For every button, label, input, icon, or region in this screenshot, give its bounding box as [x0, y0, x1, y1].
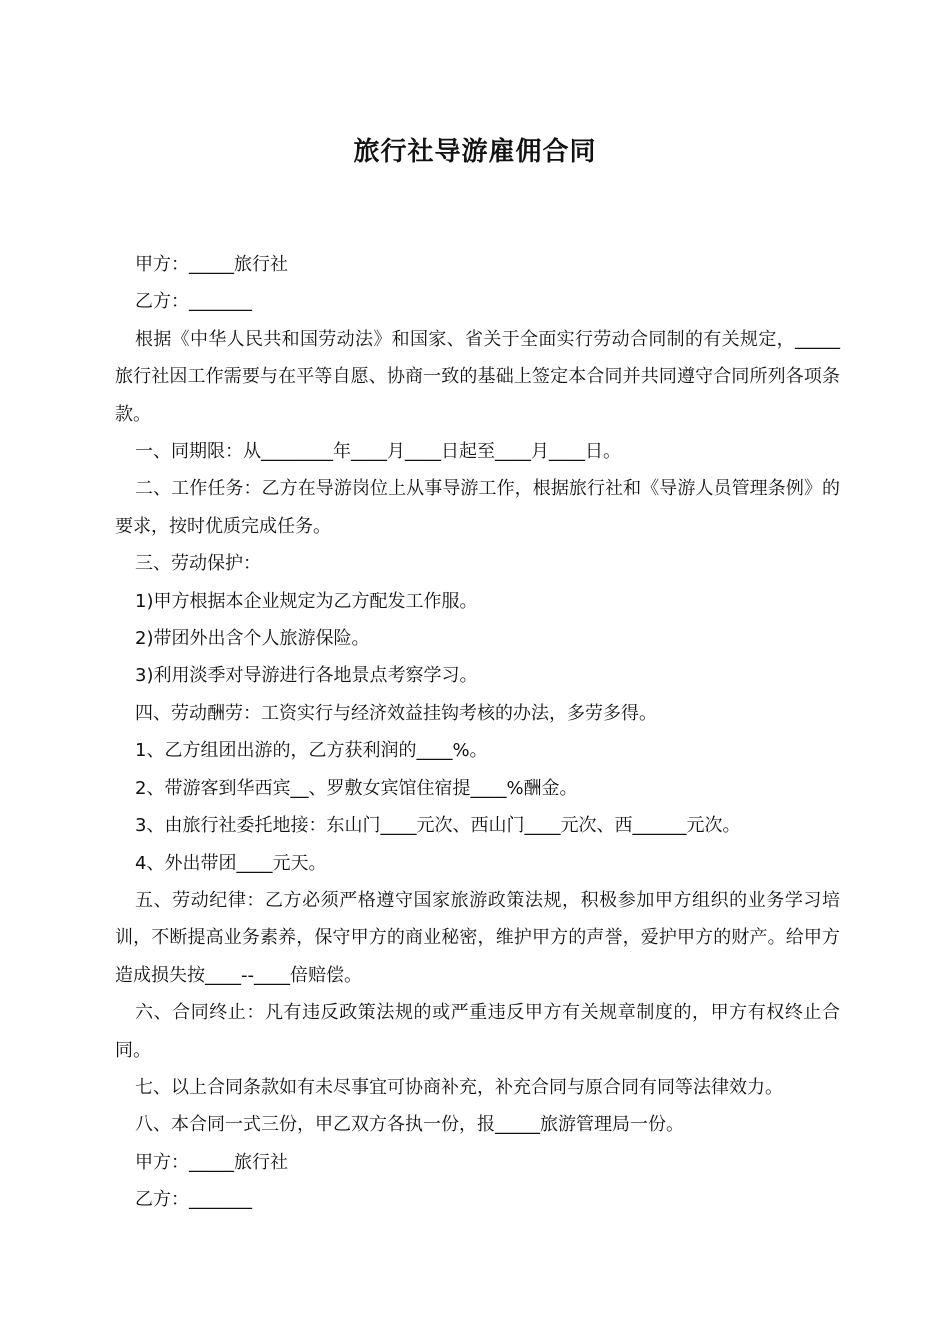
remuneration-item-2: 2、带游客到华西宾__、罗敷女宾馆住宿提____%酬金。 [135, 777, 578, 799]
signature-party-a: 甲方：_____旅行社 [135, 1151, 288, 1173]
protection-item-1: 1)甲方根据本企业规定为乙方配发工作服。 [135, 590, 478, 612]
party-b-line: 乙方：_______ [135, 291, 252, 313]
remuneration-item-3: 3、由旅行社委托地接：东山门____元次、西山门____元次、西______元次。 [135, 815, 741, 837]
protection-item-2: 2)带团外出含个人旅游保险。 [135, 628, 370, 650]
clause-copies: 八、本合同一式三份，甲乙双方各执一份，报_____旅游管理局一份。 [135, 1114, 684, 1136]
clause-supplement: 七、以上合同条款如有未尽事宜可协商补充，补充合同与原合同有同等法律效力。 [135, 1076, 783, 1098]
preamble-paragraph: 根据《中华人民共和国劳动法》和国家、省关于全面实行劳动合同制的有关规定，_____旅行社因工作需要与在平等自愿、协商一致的基础上签定本合同并共同遵守合同所列各项条款。 [115, 328, 840, 425]
protection-item-3: 3)利用淡季对导游进行各地景点考察学习。 [135, 665, 478, 687]
clause-remuneration: 四、劳动酬劳：工资实行与经济效益挂钩考核的办法，多劳多得。 [135, 702, 657, 724]
remuneration-item-1: 1、乙方组团出游的，乙方获利润的____%。 [135, 740, 488, 762]
party-a-line: 甲方：_____旅行社 [135, 254, 288, 275]
clause-term: 一、同期限：从________年____月____日起至____月____日。 [135, 441, 621, 463]
signature-party-b: 乙方：_______ [135, 1189, 252, 1211]
document-title: 旅行社导游雇佣合同 [353, 137, 597, 167]
clause-labor-protection: 三、劳动保护： [135, 553, 261, 575]
clause-work-task: 二、工作任务：乙方在导游岗位上从事导游工作，根据旅行社和《导游人员管理条例》的要求，按时优质完成任务。 [115, 478, 840, 537]
remuneration-item-4: 4、外出带团____元天。 [135, 852, 327, 874]
contract-body [115, 246, 840, 1219]
clause-labor-discipline: 五、劳动纪律：乙方必须严格遵守国家旅游政策法规，积极参加甲方组织的业务学习培训，不断提高业务素养，保守甲方的商业秘密，维护甲方的声誉，爱护甲方的财产。给甲方造成损失按____--____倍赔偿。 [115, 889, 840, 986]
clause-termination: 六、合同终止：凡有违反政策法规的或严重违反甲方有关规章制度的，甲方有权终止合同。 [115, 1002, 840, 1061]
